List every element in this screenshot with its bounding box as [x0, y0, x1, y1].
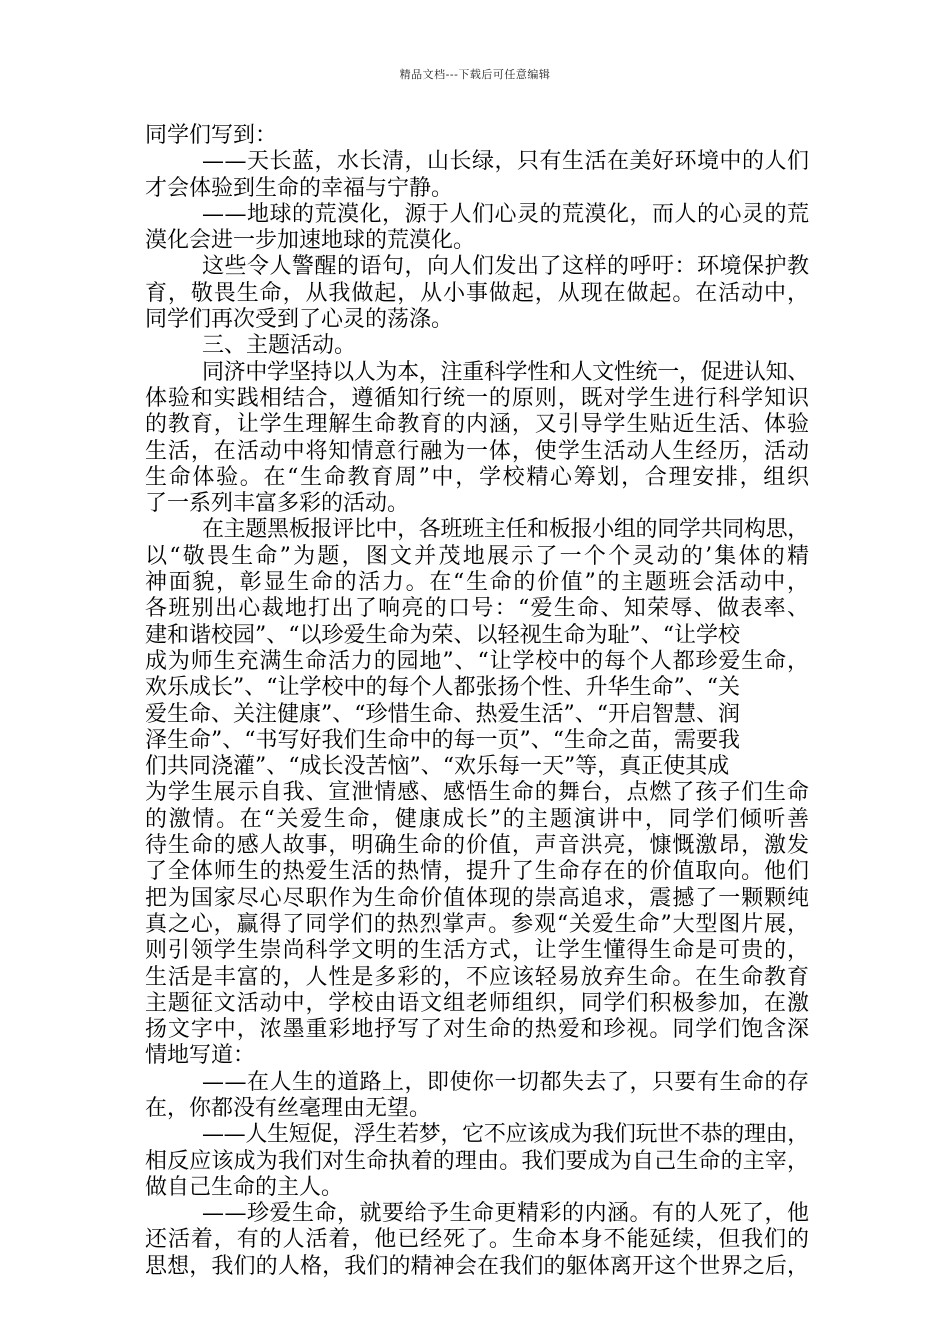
text-line: 生活是丰富的，人性是多彩的，不应该轻易放弃生命。在生命教育 [145, 964, 810, 990]
text-line: 做自己生命的主人。 [145, 1174, 344, 1200]
text-line: 体验和实践相结合，遵循知行统一的原则，既对学生进行科学知识 [145, 385, 810, 411]
text-line: 们共同浇灌”、“成长没苦恼”、“欢乐每一天”等，真正使其成 [145, 754, 730, 780]
text-line: 泽生命”、“书写好我们生命中的每一页”、“生命之苗，需要我 [145, 727, 740, 753]
text-line: 在，你都没有丝毫理由无望。 [145, 1095, 432, 1121]
text-line: 了一系列丰富多彩的活动。 [145, 491, 410, 517]
text-line: 为学生展示自我、宣泄情感、感悟生命的舞台，点燃了孩子们生命 [145, 780, 810, 806]
text-line: 的激情。在“关爱生命，健康成长”的主题演讲中，同学们倾听善 [145, 806, 811, 832]
text-line: 同学们再次受到了心灵的荡涤。 [145, 307, 454, 333]
text-line: 相反应该成为我们对生命执着的理由。我们要成为自己生命的主宰， [145, 1148, 810, 1174]
text-line: 生命体验。在“生命教育周”中，学校精心筹划，合理安排，组织 [145, 464, 811, 490]
text-line: ——地球的荒漠化，源于人们心灵的荒漠化，而人的心灵的荒 [202, 201, 810, 227]
text-line: 待生命的感人故事，明确生命的价值，声音洪亮，慷慨激昂，激发 [145, 833, 810, 859]
text-line: 育，敬畏生命，从我做起，从小事做起，从现在做起。在活动中， [145, 280, 810, 306]
text-line: 各班别出心裁地打出了响亮的口号：“爱生命、知荣辱、做表率、 [145, 596, 811, 622]
text-line: 欢乐成长”、“让学校中的每个人都张扬个性、升华生命”、“关 [145, 675, 740, 701]
text-line: 才会体验到生命的幸福与宁静。 [145, 175, 454, 201]
text-line: 成为师生充满生命活力的园地”、“让学校中的每个人都珍爱生命， [145, 648, 810, 674]
text-line: 真之心，赢得了同学们的热烈掌声。参观“关爱生命”大型图片展， [145, 911, 810, 937]
text-line: 思想，我们的人格，我们的精神会在我们的躯体离开这个世界之后， [145, 1253, 810, 1279]
text-line: 了全体师生的热爱生活的热情，提升了生命存在的价值取向。他们 [145, 859, 810, 885]
text-line: 还活着，有的人活着，他已经死了。生命本身不能延续，但我们的 [145, 1227, 810, 1253]
text-line: 把为国家尽心尽职作为生命价值体现的崇高追求，震撼了一颗颗纯 [145, 885, 810, 911]
text-line: ——珍爱生命，就要给予生命更精彩的内涵。有的人死了，他 [202, 1201, 810, 1227]
text-line: 同学们写到： [145, 123, 278, 148]
text-line: 神面貌，彰显生命的活力。在“生命的价值”的主题班会活动中， [145, 570, 811, 596]
text-line: 情地写道： [145, 1043, 256, 1069]
text-line: 建和谐校园”、“以珍爱生命为荣、以轻视生命为耻”、“让学校 [145, 622, 740, 648]
text-line: 三、主题活动。 [202, 333, 357, 359]
text-line: 的教育，让学生理解生命教育的内涵，又引导学生贴近生活、体验 [145, 412, 810, 438]
text-line: 爱生命、关注健康”、“珍惜生命、热爱生活”、“开启智慧、润 [145, 701, 740, 727]
text-line: ——天长蓝，水长清，山长绿，只有生活在美好环境中的人们 [202, 149, 810, 175]
document-body [145, 123, 812, 1280]
text-line: 在主题黑板报评比中，各班班主任和板报小组的同学共同构思， [202, 517, 809, 543]
text-line: 生活，在活动中将知情意行融为一体，使学生活动人生经历，活动 [145, 438, 810, 464]
text-line: 同济中学坚持以人为本，注重科学性和人文性统一，促进认知、 [202, 359, 809, 385]
text-line: 扬文字中，浓墨重彩地抒写了对生命的热爱和珍视。同学们饱含深 [145, 1017, 810, 1043]
text-line: 这些令人警醒的语句，向人们发出了这样的呼吁：环境保护教 [202, 254, 810, 280]
text-line: 以“敬畏生命”为题，图文并茂地展示了一个个灵动的’集体的精 [145, 543, 812, 569]
text-line: 则引领学生崇尚科学文明的生活方式，让学生懂得生命是可贵的， [145, 938, 810, 964]
text-line: ——人生短促，浮生若梦，它不应该成为我们玩世不恭的理由， [202, 1122, 809, 1148]
page-header: 精品文档---下载后可任意编辑 [399, 68, 551, 81]
text-line: 漠化会进一步加速地球的荒漠化。 [145, 228, 476, 254]
text-line: 主题征文活动中，学校由语文组老师组织，同学们积极参加，在激 [145, 990, 810, 1016]
text-line: ——在人生的道路上，即使你一切都失去了，只要有生命的存 [202, 1069, 810, 1095]
